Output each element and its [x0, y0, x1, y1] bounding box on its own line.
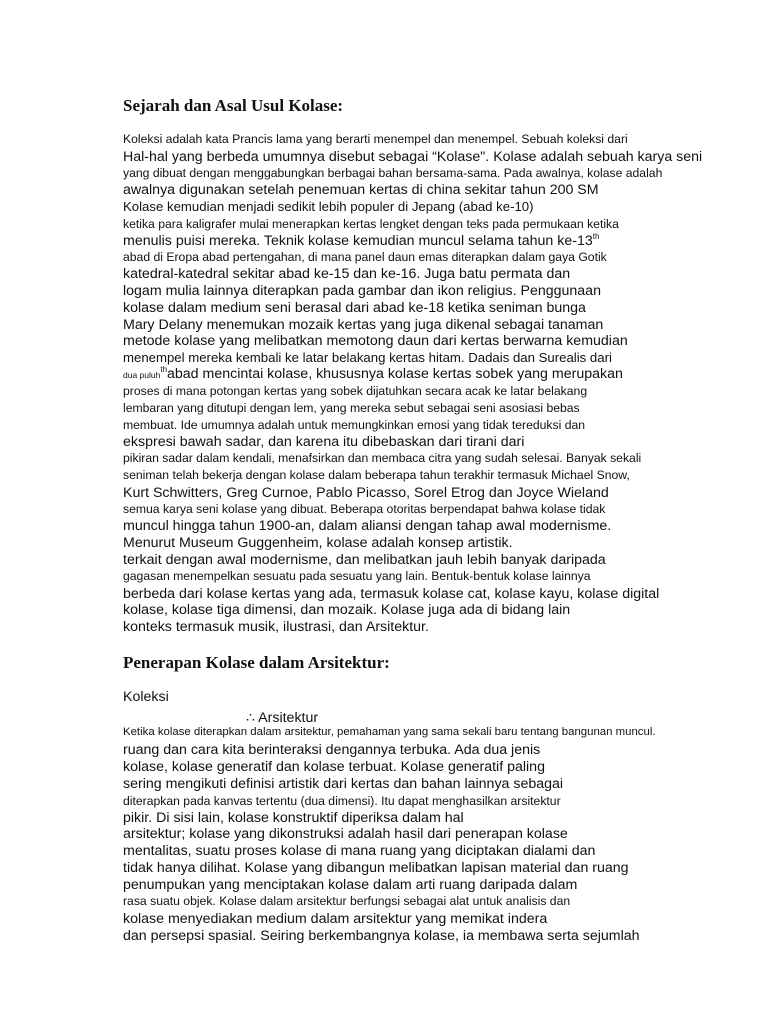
paragraph-line: Menurut Museum Guggenheim, kolase adalah konsep artistik. [123, 535, 513, 551]
paragraph-line: proses di mana potongan kertas yang sobek dijatuhkan secara acak ke latar belakang [123, 384, 588, 398]
prefix-dua-puluh: dua puluh [123, 370, 161, 380]
section-heading-history: Sejarah dan Asal Usul Kolase: [123, 96, 344, 115]
paragraph-line: gagasan menempelkan sesuatu pada sesuatu yang lain. Bentuk-bentuk kolase lainnya [123, 569, 591, 583]
paragraph-line: kolase, kolase generatif dan kolase terbuat. Kolase generatif paling [123, 759, 545, 775]
paragraph-line: Hal-hal yang berbeda umumnya disebut sebagai “Kolase". Kolase adalah sebuah karya seni [123, 149, 703, 165]
paragraph-line: penumpukan yang menciptakan kolase dalam arti ruang daripada dalam [123, 877, 578, 893]
paragraph-line: Kolase kemudian menjadi sedikit lebih populer di Jepang (abad ke-10) [123, 199, 534, 214]
paragraph-line: konteks termasuk musik, ilustrasi, dan Arsitektur. [123, 619, 429, 635]
paragraph-line: mentalitas, suatu proses kolase di mana ruang yang diciptakan dialami dan [123, 843, 596, 859]
paragraph-line: logam mulia lainnya diterapkan pada gambar dan ikon religius. Penggunaan [123, 283, 601, 299]
line-text: abad mencintai kolase, khususnya kolase kertas sobek yang merupakan [167, 366, 623, 382]
paragraph-line: pikiran sadar dalam kendali, menafsirkan dan membaca citra yang sudah selesai. Banyak sekali [123, 451, 642, 465]
paragraph-line: Kurt Schwitters, Greg Curnoe, Pablo Picasso, Sorel Etrog dan Joyce Wieland [123, 485, 609, 501]
paragraph-line: arsitektur; kolase yang dikonstruksi adalah hasil dari penerapan kolase [123, 826, 568, 842]
paragraph-line: rasa suatu objek. Kolase dalam arsitektur berfungsi sebagai alat untuk analisis dan [123, 894, 571, 908]
paragraph-line: abad di Eropa abad pertengahan, di mana panel daun emas diterapkan dalam gaya Gotik [123, 250, 607, 264]
therefore-arsitektur: ∴ Arsitektur [246, 710, 319, 726]
paragraph-line: menempel mereka kembali ke latar belakang kertas hitam. Dadais dan Surealis dari [123, 350, 612, 365]
paragraph-line: dan persepsi spasial. Seiring berkembangnya kolase, ia membawa serta sejumlah [123, 928, 640, 944]
section-heading-architecture: Penerapan Kolase dalam Arsitektur: [123, 653, 390, 672]
paragraph-line: Mary Delany menemukan mozaik kertas yang juga dikenal sebagai tanaman [123, 317, 604, 333]
line-text: menulis puisi mereka. Teknik kolase kemudian muncul selama tahun ke-13 [123, 233, 593, 249]
paragraph-line: lembaran yang ditutupi dengan lem, yang mereka sebut sebagai seni asosiasi bebas [123, 401, 580, 415]
paragraph-line: muncul hingga tahun 1900-an, dalam aliansi dengan tahap awal modernisme. [123, 518, 612, 534]
paragraph-line: ekspresi bawah sadar, dan karena itu dibebaskan dari tirani dari [123, 434, 525, 450]
paragraph-line: semua karya seni kolase yang dibuat. Beberapa otoritas berpendapat bahwa kolase tidak [123, 502, 606, 516]
paragraph-line: yang dibuat dengan menggabungkan berbagai bahan bersama-sama. Pada awalnya, kolase adalah [123, 166, 663, 180]
paragraph-line: katedral-katedral sekitar abad ke-15 dan ke-16. Juga batu permata dan [123, 266, 571, 282]
paragraph-line: berbeda dari kolase kertas yang ada, termasuk kolase cat, kolase kayu, kolase digital [123, 586, 660, 602]
paragraph-line: kolase, kolase tiga dimensi, dan mozaik. Kolase juga ada di bidang lain [123, 602, 571, 618]
paragraph-line: Koleksi adalah kata Prancis lama yang berarti menempel dan menempel. Sebuah koleksi dari [123, 132, 628, 146]
paragraph-line: diterapkan pada kanvas tertentu (dua dimensi). Itu dapat menghasilkan arsitektur [123, 794, 561, 808]
paragraph-line: metode kolase yang melibatkan memotong daun dari kertas berwarna kemudian [123, 333, 628, 349]
koleksi-label: Koleksi [123, 689, 169, 705]
paragraph-line: terkait dengan awal modernisme, dan melibatkan jauh lebih banyak daripada [123, 552, 606, 568]
superscript-th: th [160, 365, 168, 374]
paragraph-line: membuat. Ide umumnya adalah untuk memungkinkan emosi yang tidak tereduksi dan [123, 418, 586, 432]
paragraph-line [123, 367, 623, 381]
paragraph-line: kolase dalam medium seni berasal dari abad ke-18 ketika seniman bunga [123, 300, 586, 316]
paragraph-line: pikir. Di sisi lain, kolase konstruktif diperiksa dalam hal [123, 810, 464, 826]
paragraph-line: ketika para kaligrafer mulai menerapkan kertas lengket dengan teks pada permukaan ketika [123, 217, 619, 231]
paragraph-line: tidak hanya dilihat. Kolase yang dibangun melibatkan lapisan material dan ruang [123, 860, 629, 876]
paragraph-line: seniman telah bekerja dengan kolase dalam beberapa tahun terakhir termasuk Michael Snow, [123, 468, 630, 482]
paragraph-line: ruang dan cara kita berinteraksi dengannya terbuka. Ada dua jenis [123, 742, 541, 758]
paragraph-line: kolase menyediakan medium dalam arsitektur yang memikat indera [123, 911, 548, 927]
paragraph-line: sering mengikuti definisi artistik dari kertas dan bahan lainnya sebagai [123, 776, 564, 792]
paragraph-line: awalnya digunakan setelah penemuan kertas di china sekitar tahun 200 SM [123, 182, 599, 198]
paragraph-line: Ketika kolase diterapkan dalam arsitektur, pemahaman yang sama sekali baru tentang bangunan muncul. [123, 726, 656, 738]
paragraph-line [123, 234, 599, 248]
superscript-th: th [592, 232, 600, 241]
